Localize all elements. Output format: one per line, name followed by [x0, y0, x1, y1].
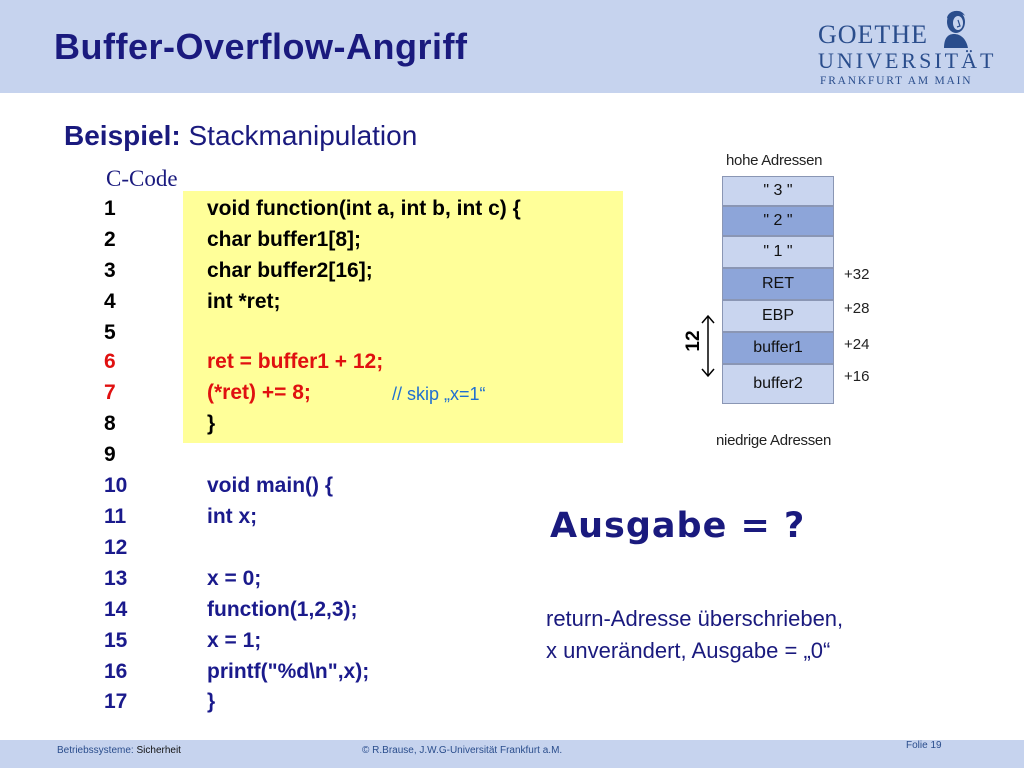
goethe-portrait-icon	[926, 4, 982, 50]
code-heading: C-Code	[106, 166, 178, 191]
footer-slide-number: Folie 19	[906, 740, 942, 751]
stack-cell: buffer1	[722, 332, 834, 364]
distance-label: 12	[683, 330, 704, 352]
stack-cell: EBP	[722, 300, 834, 332]
code-text: ret = buffer1 + 12;	[207, 350, 384, 373]
slide-subtitle	[64, 120, 417, 152]
stack-cell: RET	[722, 268, 834, 300]
stack-cell: " 2 "	[722, 206, 834, 236]
code-text: }	[207, 690, 216, 713]
footer-course-label: Betriebssysteme:	[57, 745, 137, 756]
line-number: 1	[104, 197, 116, 220]
low-address-label: niedrige Adressen	[716, 432, 831, 449]
code-text: char buffer1[8];	[207, 228, 362, 251]
line-number: 10	[104, 474, 128, 497]
code-text: x = 1;	[207, 629, 262, 652]
stack-offset: +16	[844, 368, 870, 385]
code-text: char buffer2[16];	[207, 259, 373, 282]
slide-footer	[0, 740, 1024, 768]
subtitle-rest: Stackmanipulation	[180, 120, 418, 151]
logo-universitaet: UNIVERSITÄT	[818, 48, 997, 73]
line-number: 8	[104, 412, 116, 435]
line-number: 7	[104, 381, 116, 404]
logo-goethe: GOETHE	[818, 20, 928, 49]
footer-topic: Sicherheit	[136, 745, 181, 756]
answer-line-2: x unverändert, Ausgabe = „0“	[546, 638, 831, 663]
footer-copyright: © R.Brause, J.W.G-Universität Frankfurt a.M.	[362, 745, 563, 756]
stack-offset: +24	[844, 336, 870, 353]
stack-offset: +32	[844, 266, 870, 283]
code-text: void main() {	[207, 474, 334, 497]
line-number: 3	[104, 259, 116, 282]
output-question: Ausgabe = ?	[550, 506, 806, 546]
code-text: (*ret) += 8;	[207, 381, 311, 404]
output-answer	[546, 603, 843, 667]
line-number: 16	[104, 660, 128, 683]
line-number: 15	[104, 629, 128, 652]
footer-course	[57, 745, 181, 756]
code-comment: // skip „x=1“	[392, 384, 486, 404]
stack-offset: +28	[844, 300, 870, 317]
code-text: x = 0;	[207, 567, 262, 590]
line-number: 6	[104, 350, 116, 373]
code-text: printf("%d\n",x);	[207, 660, 370, 683]
logo-city: FRANKFURT AM MAIN	[820, 75, 973, 87]
line-number: 2	[104, 228, 116, 251]
stack-cell: buffer2	[722, 364, 834, 404]
line-number: 14	[104, 598, 128, 621]
line-number: 5	[104, 321, 116, 344]
code-text: int x;	[207, 505, 258, 528]
line-number: 17	[104, 690, 128, 713]
code-text: void function(int a, int b, int c) {	[207, 197, 521, 220]
line-number: 9	[104, 443, 116, 466]
line-number: 12	[104, 536, 128, 559]
code-text: function(1,2,3);	[207, 598, 358, 621]
line-number: 4	[104, 290, 116, 313]
code-text: int *ret;	[207, 290, 281, 313]
high-address-label: hohe Adressen	[726, 152, 823, 169]
stack-cell: " 1 "	[722, 236, 834, 268]
subtitle-bold: Beispiel:	[64, 120, 181, 151]
university-logo	[818, 4, 1018, 90]
code-text: }	[207, 412, 216, 435]
slide-title: Buffer-Overflow-Angriff	[54, 26, 468, 67]
stack-diagram	[676, 148, 906, 458]
line-number: 13	[104, 567, 128, 590]
answer-line-1: return-Adresse überschrieben,	[546, 606, 844, 631]
slide-header	[0, 0, 1024, 93]
stack-cell: " 3 "	[722, 176, 834, 206]
line-number: 11	[104, 505, 127, 528]
